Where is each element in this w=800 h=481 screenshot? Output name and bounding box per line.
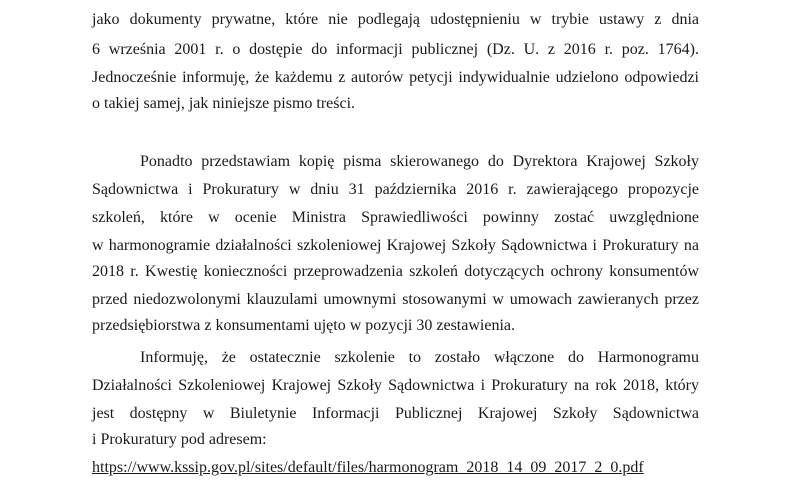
paragraph-2-line-3: szkoleń, które w ocenie Ministra Sprawiedliwości powinny zostać uwzględnione	[92, 209, 699, 226]
paragraph-3-line-3: jest dostępny w Biuletynie Informacji Publicznej Krajowej Szkoły Sądownictwa	[92, 405, 699, 422]
paragraph-3-line-1: Informuję, że ostatecznie szkolenie to zostało włączone do Harmonogramu	[140, 349, 699, 366]
paragraph-2-line-4: w harmonogramie działalności szkoleniowej Krajowej Szkoły Sądownictwa i Prokuratury na	[92, 237, 699, 254]
paragraph-2-line-5: 2018 r. Kwestię konieczności przeprowadzenia szkoleń dotyczących ochrony konsumentów	[92, 263, 699, 280]
harmonogram-link[interactable]: https://www.kssip.gov.pl/sites/default/files/harmonogram_2018_14_09_2017_2_0.pdf	[92, 459, 644, 476]
paragraph-2-line-2: Sądownictwa i Prokuratury w dniu 31 października 2016 r. zawierającego propozycje	[92, 181, 699, 198]
paragraph-2-line-1: Ponadto przedstawiam kopię pisma skierowanego do Dyrektora Krajowej Szkoły	[140, 153, 699, 170]
paragraph-2-line-7: przedsiębiorstwa z konsumentami ujęto w pozycji 30 zestawienia.	[92, 317, 515, 334]
paragraph-2-line-6: przed niedozwolonymi klauzulami umownymi stosowanymi w umowach zawieranych przez	[92, 291, 699, 308]
paragraph-1-line-4: o takiej samej, jak niniejsze pismo treści.	[92, 95, 356, 112]
paragraph-1-line-3: Jednocześnie informuję, że każdemu z autorów petycji indywidualnie udzielono odpowiedzi	[92, 69, 699, 86]
paragraph-3-line-4: i Prokuratury pod adresem:	[92, 431, 267, 448]
paragraph-3-line-2: Działalności Szkoleniowej Krajowej Szkoły Sądownictwa i Prokuratury na rok 2018, który	[92, 377, 699, 394]
paragraph-1-line-2: 6 września 2001 r. o dostępie do informacji publicznej (Dz. U. z 2016 r. poz. 1764).	[92, 41, 699, 58]
paragraph-1-line-1: jako dokumenty prywatne, które nie podlegają udostępnieniu w trybie ustawy z dnia	[92, 11, 699, 28]
